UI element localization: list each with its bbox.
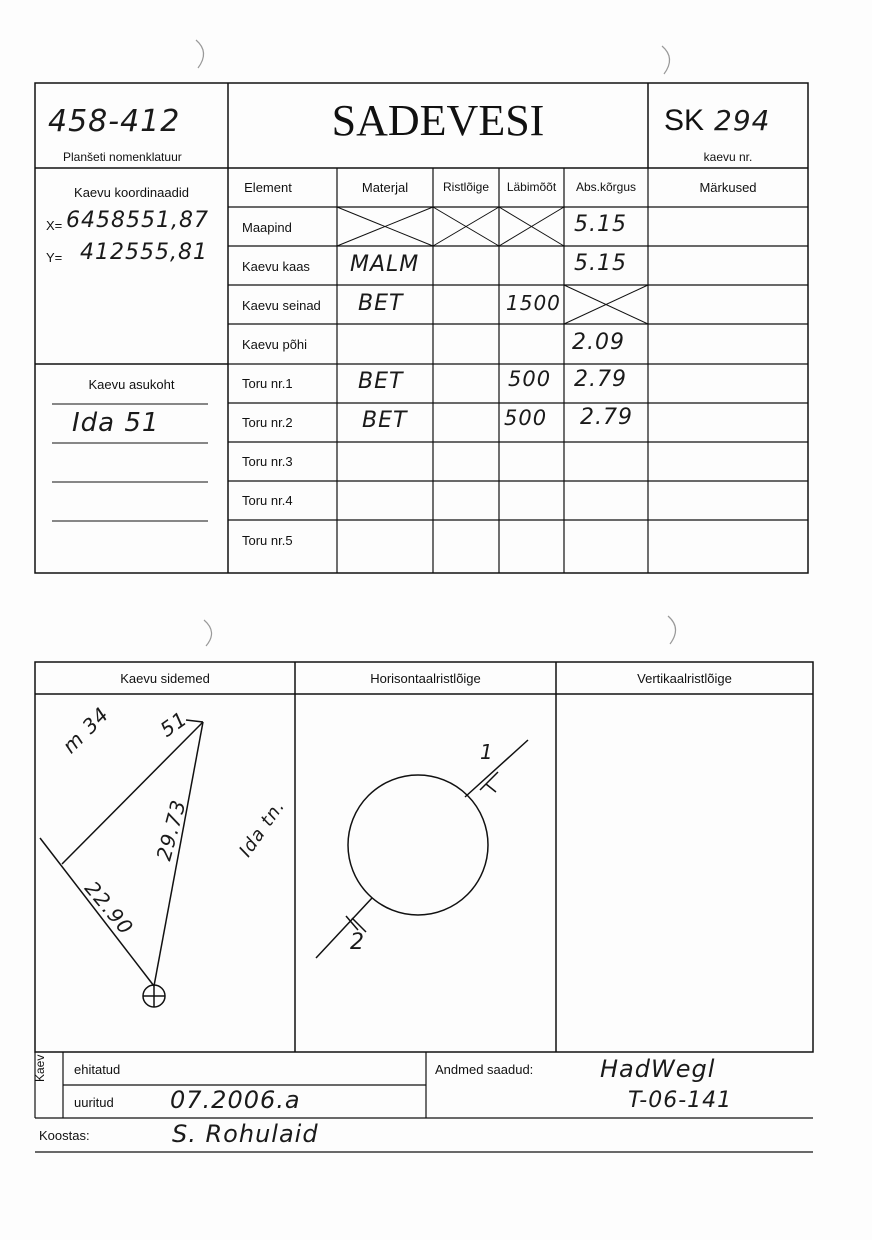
compiled-value: S. Rohulaid <box>172 1120 319 1148</box>
height-value: 2.79 <box>574 367 627 392</box>
location-value: Ida 51 <box>72 408 160 438</box>
street-label: Ida tn. <box>235 795 290 862</box>
well-number-label: kaevu nr. <box>703 150 753 164</box>
row-element: Toru nr.4 <box>242 493 293 508</box>
diameter-value: 500 <box>504 406 548 430</box>
header-abs-height: Abs.kõrgus <box>575 180 637 194</box>
y-coordinate: 412555,81 <box>80 240 208 265</box>
diameter-value: 1500 <box>506 291 561 315</box>
pipe-1-label: 1 <box>480 740 494 764</box>
row-element: Toru nr.1 <box>242 376 293 391</box>
compiled-label: Koostas: <box>39 1128 90 1143</box>
nomenclature-value: 458-412 <box>48 104 181 139</box>
page-title: SADEVESI <box>331 96 545 145</box>
location-label: Kaevu asukoht <box>88 377 175 392</box>
header-material: Materjal <box>361 180 409 195</box>
material-value: BET <box>362 408 408 433</box>
header-diameter: Läbimõõt <box>506 180 557 194</box>
coords-label: Kaevu koordinaadid <box>74 185 189 200</box>
x-coordinate: 6458551,87 <box>66 208 209 233</box>
row-element: Kaevu seinad <box>242 298 321 313</box>
x-label: X= <box>46 218 63 233</box>
surveyed-label: uuritud <box>74 1095 114 1110</box>
diameter-value: 500 <box>508 367 552 391</box>
pipe-1-line <box>465 740 528 797</box>
y-label: Y= <box>46 250 63 265</box>
nomenclature-label: Planšeti nomenklatuur <box>63 150 182 164</box>
row-element: Toru nr.5 <box>242 533 293 548</box>
row-element: Toru nr.2 <box>242 415 293 430</box>
header-element: Element <box>244 180 292 195</box>
ties-header: Kaevu sidemed <box>120 671 210 686</box>
well-number: 294 <box>714 104 771 137</box>
height-value: 2.79 <box>580 405 633 430</box>
vertical-section-header: Vertikaalristlõige <box>637 671 732 686</box>
row-element: Kaevu kaas <box>242 259 310 274</box>
row-element: Kaevu põhi <box>242 337 308 352</box>
corner-label: m 34 <box>57 701 114 759</box>
corner-number: 51 <box>155 706 192 742</box>
pipe-2-label: 2 <box>350 930 365 955</box>
row-element: Maapind <box>242 220 292 235</box>
well-side-label: Kaev <box>33 1054 47 1082</box>
well-prefix: SK <box>664 104 705 137</box>
data-received-label: Andmed saadud: <box>435 1062 534 1077</box>
data-received-signature: HadWegl <box>600 1055 716 1083</box>
height-value: 5.15 <box>574 251 627 276</box>
header-notes: Märkused <box>699 180 757 195</box>
horizontal-section-header: Horisontaalristlõige <box>370 671 481 686</box>
surveyed-value: 07.2006.a <box>170 1086 301 1114</box>
material-value: BET <box>358 291 404 316</box>
row-element: Toru nr.3 <box>242 454 293 469</box>
height-value: 2.09 <box>572 330 625 355</box>
distance-label-1: 29.73 <box>151 796 191 864</box>
built-label: ehitatud <box>74 1062 121 1077</box>
height-value: 5.15 <box>574 212 627 237</box>
material-value: MALM <box>350 252 420 277</box>
header-cross-section: Ristlõige <box>442 180 490 194</box>
distance-label-2: 22.90 <box>79 876 139 940</box>
data-received-code: T-06-141 <box>628 1088 733 1113</box>
material-value: BET <box>358 369 404 394</box>
